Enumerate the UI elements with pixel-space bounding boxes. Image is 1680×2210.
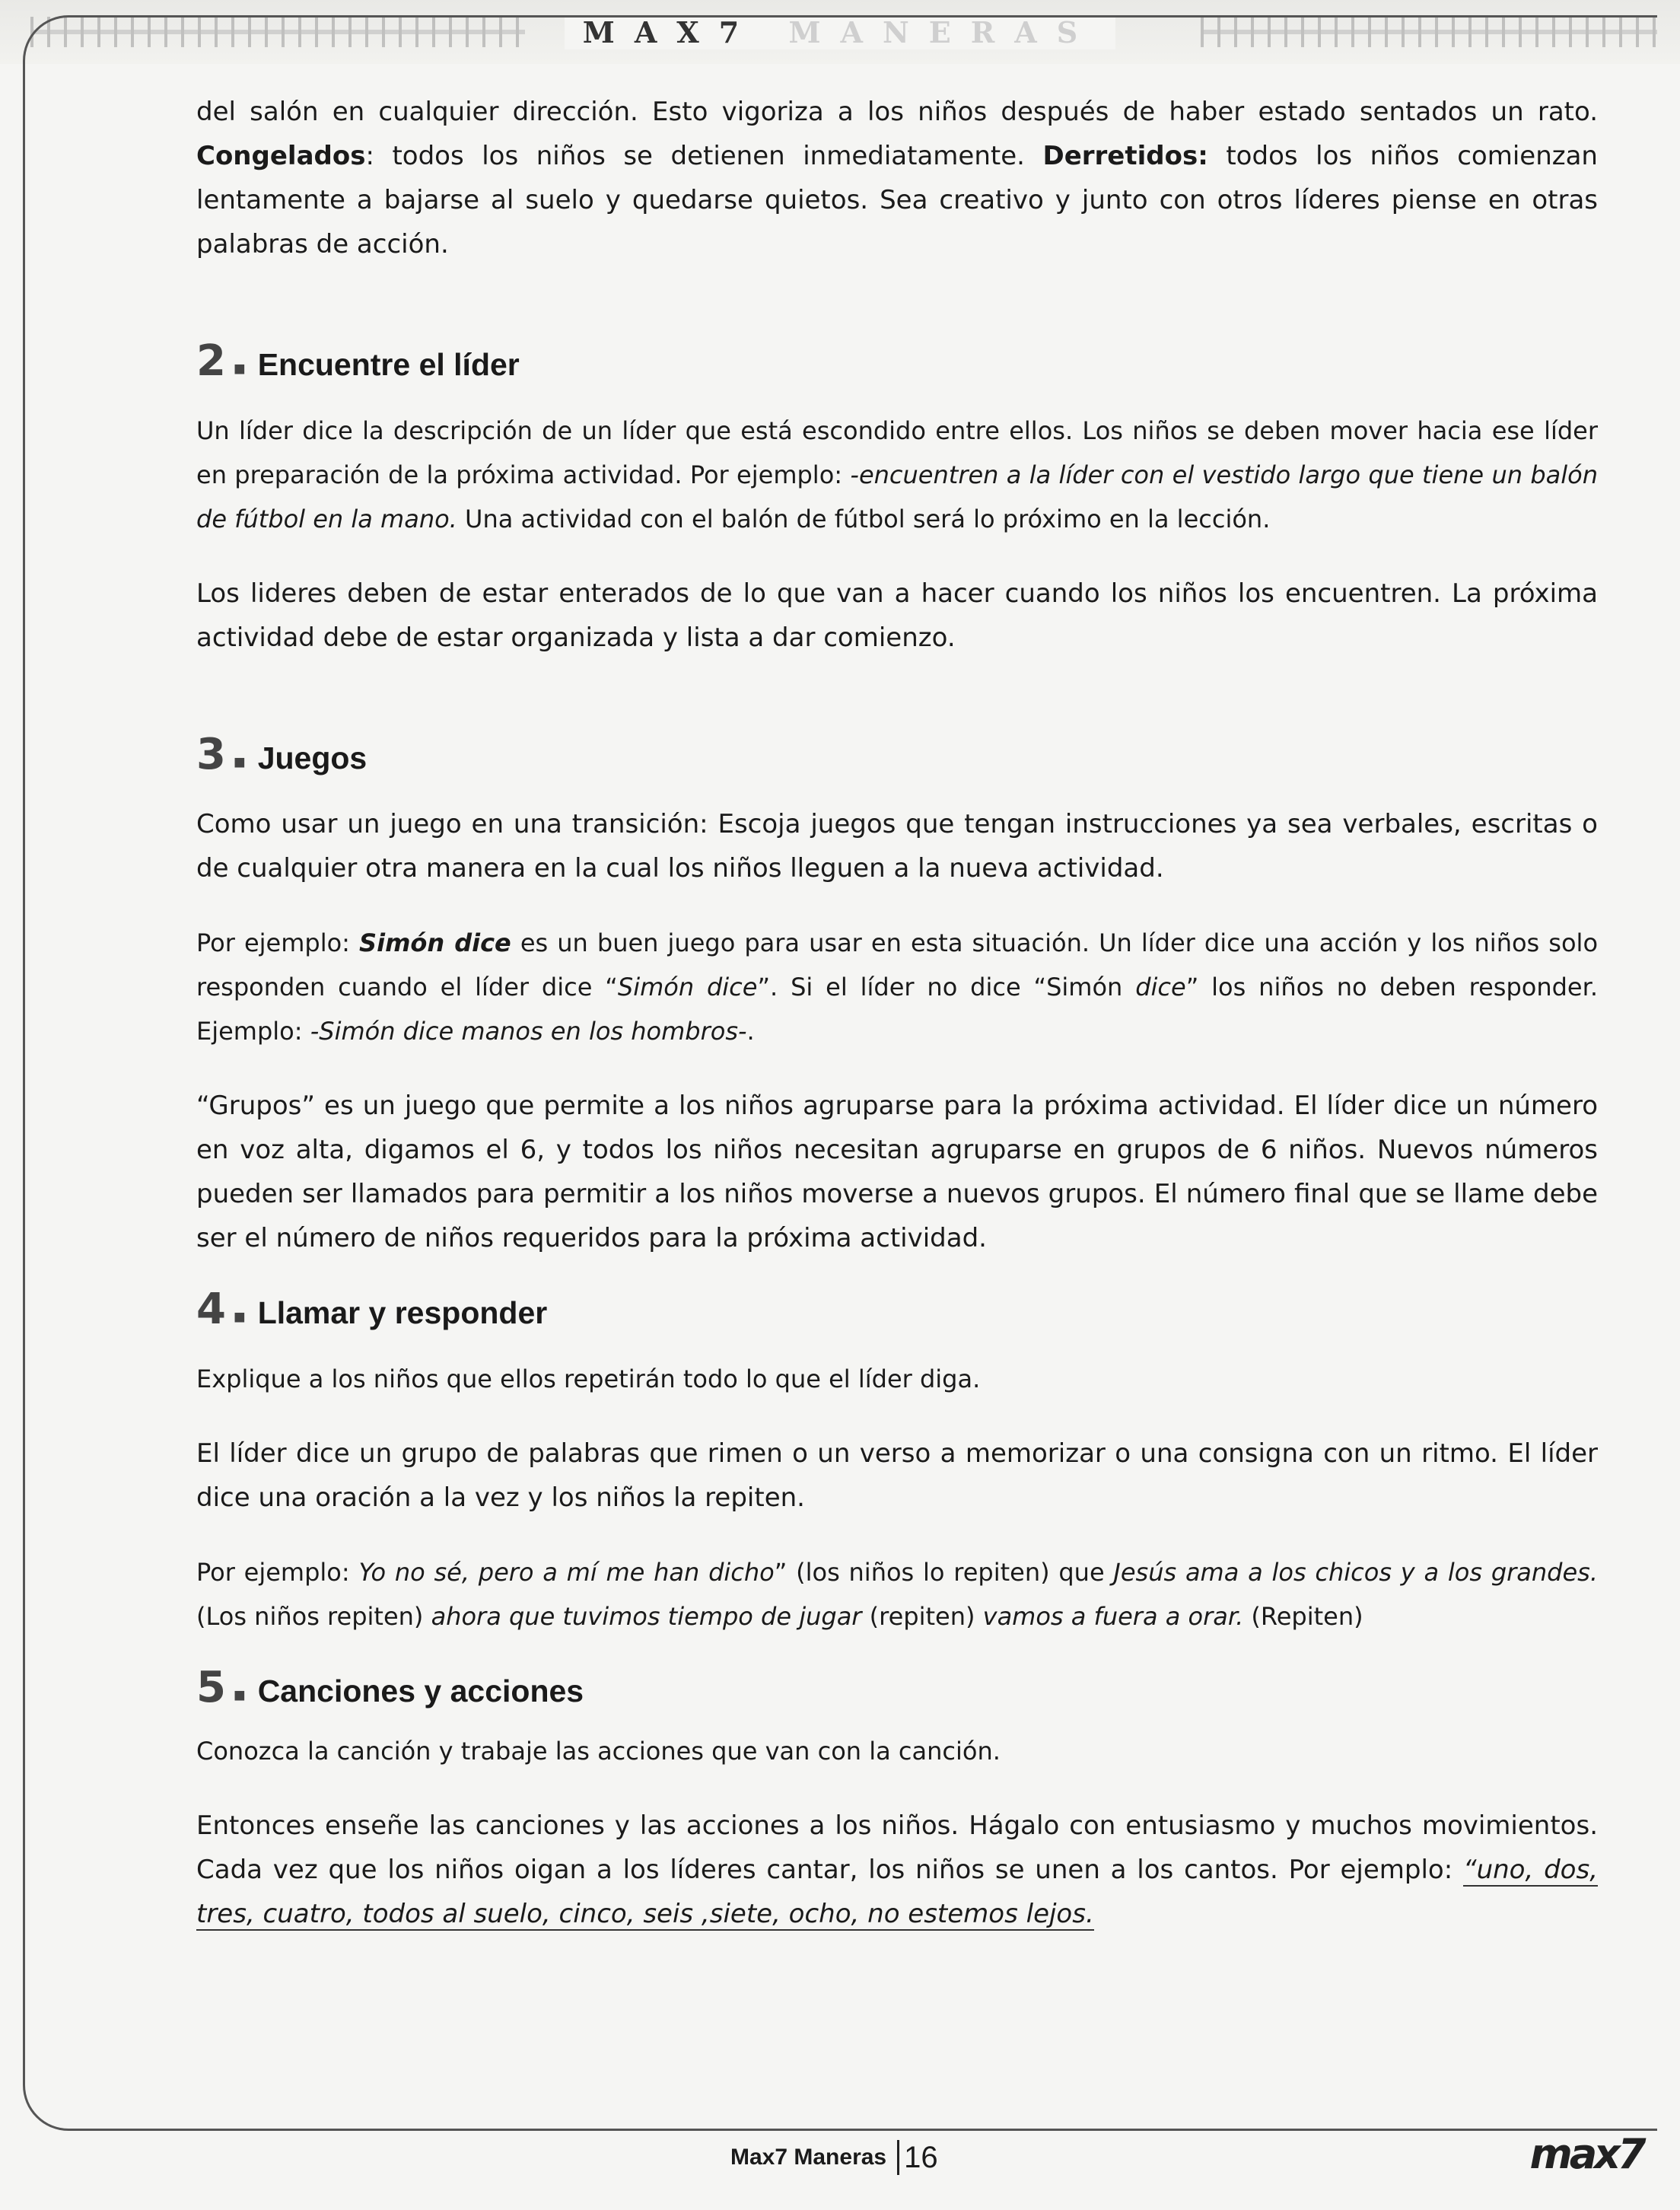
section-4-paragraph-2: El líder dice un grupo de palabras que rimen o un verso a memorizar o una consigna con un ritmo. El líder dice una oración a la vez y los niños la repiten. [196, 1438, 1598, 1513]
section-number: 3 [196, 730, 226, 779]
page-header [0, 0, 1680, 64]
text: ” los niños no deben responder. Ejemplo: [196, 973, 1599, 1046]
section-3-paragraph-1: Como usar un juego en una transición: Escoja juegos que tengan instrucciones ya sea verbales, escritas o de cualquier otra manera en la cual los niños lleguen a la nueva actividad. [196, 809, 1598, 884]
bold-italic-text: Simón dice [359, 928, 511, 957]
text: Entonces enseñe las canciones y las acciones a los niños. Hágalo con entusiasmo y muchos movimientos. Cada vez que los niños oigan a los líderes cantar, los niños se unen a los cantos. Por ejemplo: [196, 1810, 1598, 1885]
term-congelados: Congelados [196, 141, 366, 171]
text: ” (los niños lo repiten) que [774, 1558, 1114, 1587]
section-heading-5: 5 ■ Canciones y acciones [196, 1661, 1598, 1721]
italic-text: ahora que tuvimos tiempo de jugar [431, 1602, 862, 1631]
section-5-paragraph-1: Conozca la canción y trabaje las acciones que van con la canción. [196, 1737, 1001, 1766]
section-title: Canciones y acciones [257, 1673, 584, 1708]
page-number: 16 [904, 2140, 938, 2174]
footer-label: Max7 Maneras [730, 2145, 887, 2170]
text: Por ejemplo: [196, 928, 360, 957]
section-3-paragraph-2 [196, 921, 1598, 1053]
italic-text: “uno, dos, tres, cuatro, todos al suelo, cinco, seis ,siete, ocho, no estemos lejos. [196, 1855, 1598, 1929]
header-title-dark: MAX7 [582, 14, 759, 49]
section-heading-4: 4 ■ Llamar y responder [196, 1283, 1598, 1343]
section-title: Encuentre el líder [257, 347, 520, 382]
italic-text: vamos a fuera a orar. [982, 1602, 1244, 1631]
derretidos-text: todos los niños comienzan lentamente a bajarse al suelo y quedarse quietos. Sea creativo y junto con otros líderes piense en otras palabras de acción. [196, 141, 1598, 260]
text: Por ejemplo: [196, 1558, 359, 1587]
italic-text: Simón dice [617, 973, 758, 1002]
footer-divider [897, 2140, 899, 2175]
italic-text: dice [1135, 973, 1186, 1002]
page-content [196, 90, 1598, 1936]
section-number: 4 [196, 1285, 226, 1334]
text: (Repiten) [1243, 1602, 1363, 1631]
section-4-paragraph-1: Explique a los niños que ellos repetirán todo lo que el líder diga. [196, 1365, 981, 1393]
section-heading-3: 3 ■ Juegos [196, 728, 1598, 788]
section-2-paragraph-1 [196, 409, 1598, 541]
italic-text: -Simón dice manos en los hombros- [310, 1017, 747, 1046]
section-3-paragraph-3: “Grupos” es un juego que permite a los niños agruparse para la próxima actividad. El líder dice un número en voz alta, digamos el 6, y todos los niños necesitan agruparse en grupos de 6 niños. Nuevos números pueden ser llamados para permitir a los niños moverse a nuevos grupos. El número final que se llame debe ser el número de niños requeridos para la próxima actividad. [196, 1091, 1598, 1253]
section-4-paragraph-3 [196, 1550, 1598, 1638]
section-number: 2 [196, 336, 226, 386]
section-title: Llamar y responder [257, 1295, 548, 1330]
page-footer [730, 2140, 938, 2175]
intro-line: del salón en cualquier dirección. Esto vigoriza a los niños después de haber estado sentados un rato. [196, 97, 1598, 127]
intro-paragraph [196, 90, 1598, 266]
text: (repiten) [861, 1602, 983, 1631]
section-number: 5 [196, 1663, 226, 1712]
max7-logo [1522, 2116, 1651, 2192]
section-heading-2: 2 ■ Encuentre el líder [196, 335, 1598, 395]
header-title-faded: MANERAS [788, 14, 1098, 49]
section-2-paragraph-2: Los lideres deben de estar enterados de lo que van a hacer cuando los niños los encuentren. La próxima actividad debe de estar organizada y lista a dar comienzo. [196, 578, 1598, 653]
header-arrow-decoration-right [1201, 17, 1657, 47]
text: Una actividad con el balón de fútbol será lo próximo en la lección. [457, 505, 1271, 533]
text: es un buen juego para usar en esta situación. Un líder dice una acción y los niños solo responden cuando el líder dice “ [196, 928, 1599, 1002]
section-5-paragraph-2 [196, 1804, 1598, 1936]
congelados-text: : todos los niños se detienen inmediatamente. [365, 141, 1043, 171]
section-title: Juegos [257, 740, 368, 775]
text: . [746, 1017, 755, 1046]
logo-text: max7 [1529, 2129, 1643, 2178]
italic-text: Yo no sé, pero a mí me han dicho [358, 1558, 775, 1587]
text: (Los niños repiten) [196, 1602, 431, 1631]
header-title [565, 15, 1115, 49]
term-derretidos: Derretidos: [1042, 141, 1208, 171]
italic-text: -encuentren a la líder con el vestido largo que tiene un balón de fútbol en la mano. [196, 460, 1599, 533]
italic-text: Jesús ama a los chicos y a los grandes. [1113, 1558, 1599, 1587]
text: ”. Si el líder no dice “Simón [757, 973, 1136, 1002]
text: Un líder dice la descripción de un líder que está escondido entre ellos. Los niños se deben mover hacia ese líder en preparación de la próxima actividad. Por ejemplo: [196, 416, 1598, 489]
header-arrow-decoration-left [30, 17, 525, 47]
